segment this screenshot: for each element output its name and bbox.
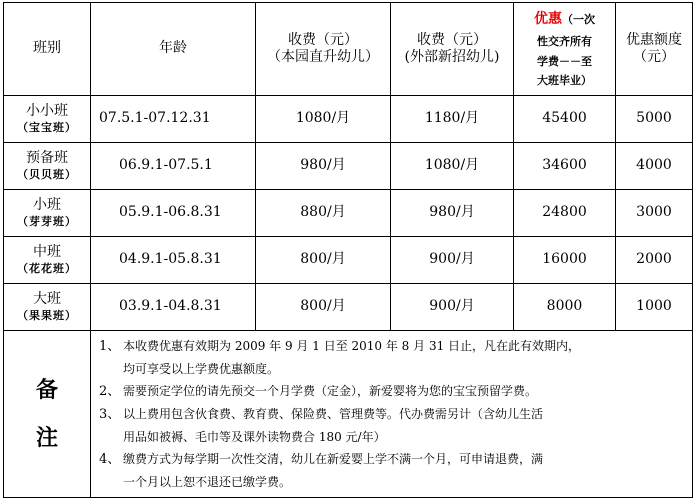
class-sub: （贝贝班） [17,167,77,181]
fee-internal-cell: 800/月 [256,284,391,331]
age-cell: 04.9.1-05.8.31 [91,237,256,284]
header-fee-internal-line2: （本园直升幼儿） [267,49,379,65]
header-discount-amount-line2: （元） [633,49,675,65]
fee-internal-cell: 980/月 [256,143,391,190]
class-name: 大班 [33,291,61,308]
fee-internal-cell: 1080/月 [256,96,391,143]
amount-cell: 1000 [616,284,693,331]
notes-label-1: 备 [35,376,58,403]
fee-table-page [3,2,692,498]
discount-cell: 24800 [514,190,616,237]
table-row [4,284,693,331]
class-sub: （宝宝班） [17,120,77,134]
notes-label [4,331,91,498]
amount-cell: 4000 [616,143,693,190]
header-class: 班别 [4,3,91,96]
header-fee-internal-line1: 收费（元） [288,31,358,48]
fee-external-cell: 980/月 [391,190,514,237]
header-discount-amount [616,3,693,96]
age-cell: 03.9.1-04.8.31 [91,284,256,331]
discount-cell: 16000 [514,237,616,284]
note-line-continued: 均可享受以上学费优惠额度。 [123,362,280,376]
fee-internal-cell: 880/月 [256,190,391,237]
fee-external-cell: 1180/月 [391,96,514,143]
header-fee-internal [256,3,391,96]
age-cell: 06.9.1-07.5.1 [91,143,256,190]
note-line-continued: 用品如被褥、毛巾等及课外读物费合 180 元/年） [123,430,386,444]
class-name: 中班 [33,244,61,261]
notes-label-2: 注 [35,425,58,451]
class-name: 小小班 [26,103,68,120]
note-number: 4、 [99,452,121,467]
note-item [99,403,688,448]
note-line: 以上费用包含伙食费、教育费、保险费、管理费等。代办费需另计（含幼儿生活 [123,407,544,421]
table-row [4,190,693,237]
table-row [4,237,693,284]
table-row [4,143,693,190]
class-cell [4,143,91,190]
header-discount-rest4: 大班毕业） [537,74,592,88]
class-name: 小班 [33,197,61,214]
header-row [4,3,693,96]
discount-cell: 45400 [514,96,616,143]
fee-internal-cell: 800/月 [256,237,391,284]
note-line: 本收费优惠有效期为 2009 年 9 月 1 日至 2010 年 8 月 31 日止，凡在此有效期内， [123,339,581,353]
note-item [99,335,688,380]
class-sub: （花花班） [17,261,77,275]
class-cell [4,96,91,143]
note-line-continued: 一个月以上恕不退还已缴学费。 [123,475,292,489]
class-cell [4,284,91,331]
class-sub: （果果班） [17,308,77,322]
note-number: 3、 [99,407,121,422]
table-row [4,96,693,143]
note-line: 缴费方式为每学期一次性交清，幼儿在新爱婴上学不满一个月，可申请退费，满 [123,452,544,466]
fee-external-cell: 900/月 [391,284,514,331]
header-age: 年龄 [91,3,256,96]
class-cell [4,237,91,284]
class-name: 预备班 [26,150,68,167]
note-item [99,380,688,403]
amount-cell: 2000 [616,237,693,284]
age-cell: 05.9.1-06.8.31 [91,190,256,237]
class-cell [4,190,91,237]
class-sub: （芽芽班） [17,214,77,228]
header-fee-external [391,3,514,96]
discount-cell: 34600 [514,143,616,190]
header-discount-amount-line1: 优惠额度 [626,31,682,48]
header-discount [514,3,616,96]
header-discount-rest2: 性交齐所有 [537,34,592,48]
amount-cell: 5000 [616,96,693,143]
note-number: 2、 [99,384,121,399]
header-discount-rest3: 学费－－至 [537,54,592,68]
header-fee-external-line1: 收费（元） [417,31,487,48]
fee-external-cell: 1080/月 [391,143,514,190]
notes-row [4,331,693,498]
note-number: 1、 [99,339,121,354]
fee-table [3,2,693,498]
amount-cell: 3000 [616,190,693,237]
header-fee-external-line2: (外部新招幼儿) [404,49,500,65]
fee-external-cell: 900/月 [391,237,514,284]
age-cell: 07.5.1-07.12.31 [91,96,256,143]
note-line: 需要预定学位的请先预交一个月学费（定金），新爱婴将为您的宝宝预留学费。 [123,384,538,398]
discount-cell: 8000 [514,284,616,331]
note-item [99,448,688,493]
header-discount-rest1: （一次 [562,12,595,26]
notes-content [91,331,693,498]
header-discount-highlight: 优惠 [534,10,562,27]
